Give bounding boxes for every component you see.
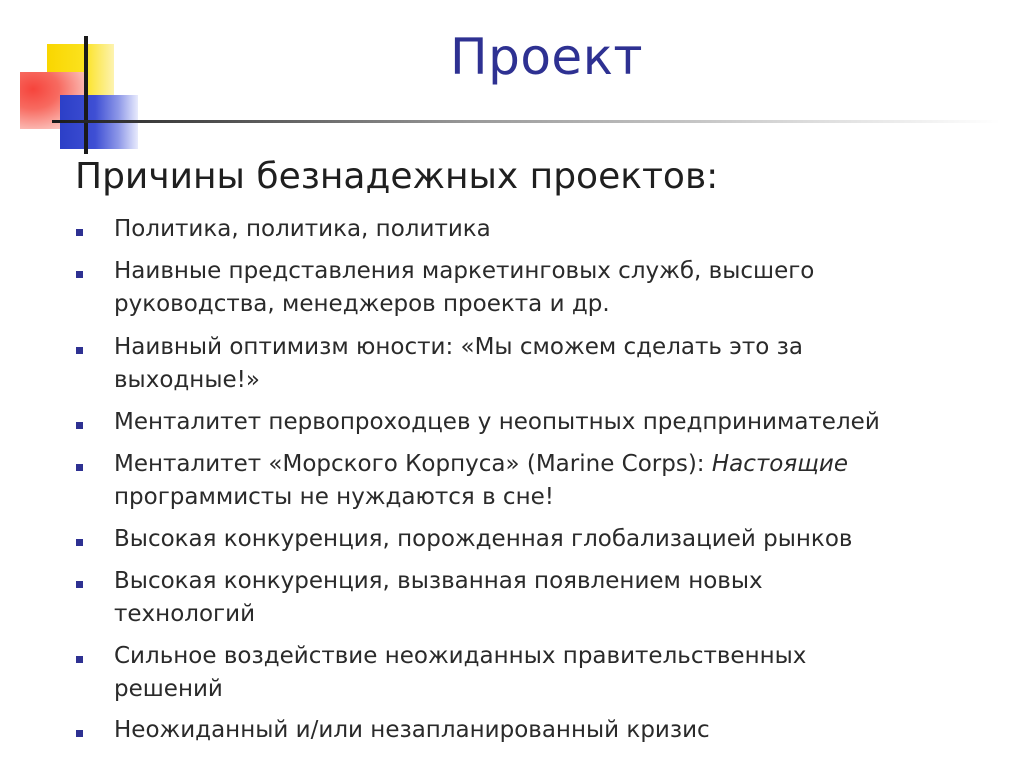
bullet-text: Наивные представления маркетинговых служб, высшего: [114, 258, 815, 284]
slide-title: Проект: [450, 28, 644, 86]
title-divider: [52, 120, 1000, 123]
bullet-square-icon: [76, 581, 83, 588]
bullet-square-icon: [76, 656, 83, 663]
bullet-square-icon: [76, 347, 83, 354]
bullet-text: [114, 447, 974, 481]
bullet-square-icon: [76, 539, 83, 546]
slide-subtitle: Причины безнадежных проектов:: [75, 156, 719, 197]
logo-vertical-line: [84, 36, 88, 154]
bullet-text: Высокая конкуренция, порожденная глобализацией рынков: [114, 526, 853, 552]
bullet-text: Менталитет первопроходцев у неопытных предпринимателей: [114, 409, 880, 435]
bullet-text: Сильное воздействие неожиданных правительственных: [114, 643, 807, 669]
bullet-text: Наивный оптимизм юности: «Мы сможем сделать это за: [114, 334, 803, 360]
bullet-text-italic: Настоящие: [711, 451, 848, 477]
bullet-square-icon: [76, 464, 83, 471]
bullet-text-continued: технологий: [114, 601, 256, 627]
bullet-square-icon: [76, 229, 83, 236]
bullet-text: Высокая конкуренция, вызванная появлением новых: [114, 568, 763, 594]
bullet-text-continued: руководства, менеджеров проекта и др.: [114, 291, 610, 317]
bullet-text: Неожиданный и/или незапланированный кризис: [114, 717, 710, 743]
bullet-text-continued: выходные!»: [114, 367, 260, 393]
bullet-square-icon: [76, 422, 83, 429]
bullet-text-continued: программисты не нуждаются в сне!: [114, 484, 554, 510]
bullet-text-continued: решений: [114, 676, 223, 702]
bullet-text-main: Менталитет «Морского Корпуса» (Marine Corps):: [114, 451, 712, 477]
bullet-square-icon: [76, 271, 83, 278]
bullet-square-icon: [76, 730, 83, 737]
bullet-text: Политика, политика, политика: [114, 216, 491, 242]
